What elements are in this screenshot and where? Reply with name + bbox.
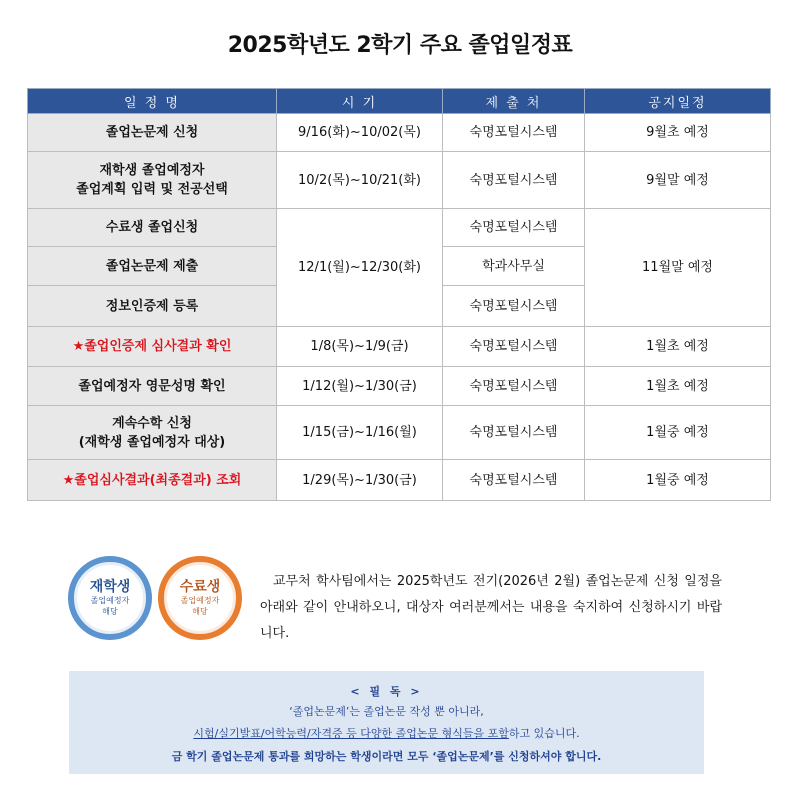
table-row [28, 327, 771, 367]
must-read-line: ‘졸업논문제’는 졸업논문 작성 뿐 아니라, [289, 705, 484, 718]
schedule-notice: 9월말 예정 [585, 152, 771, 209]
schedule-item-highlight: ★졸업심사결과(최종결과) 조회 [28, 460, 277, 501]
table-row [28, 367, 771, 406]
schedule-period: 1/12(월)~1/30(금) [277, 367, 443, 406]
schedule-notice: 1월중 예정 [585, 406, 771, 460]
schedule-item: 수료생 졸업신청 [28, 209, 277, 247]
announcement-text: 교무처 학사팀에서는 2025학년도 전기(2026년 2월) 졸업논문제 신청 일정을 아래와 같이 안내하오니, 대상자 여러분께서는 내용을 숙지하여 신청하시기 바랍니다. [260, 574, 722, 641]
schedule-place: 숙명포털시스템 [443, 114, 585, 152]
schedule-place: 숙명포털시스템 [443, 406, 585, 460]
table-row [28, 460, 771, 501]
header-item: 일 정 명 [28, 89, 277, 114]
table-row [28, 406, 771, 460]
header-notice: 공지일정 [585, 89, 771, 114]
must-read-line [69, 723, 704, 745]
schedule-item-line: 재학생 졸업예정자 [99, 163, 205, 178]
badge-subtitle: 졸업예정자 [90, 596, 130, 605]
schedule-item [28, 406, 277, 460]
schedule-place: 숙명포털시스템 [443, 209, 585, 247]
schedule-notice: 1월초 예정 [585, 327, 771, 367]
table-header-row [28, 89, 771, 114]
must-read-heading: < 필 독 > [350, 685, 423, 698]
must-read-box [69, 671, 704, 774]
badge-subtitle: 해당 [102, 607, 118, 616]
schedule-notice: 1월초 예정 [585, 367, 771, 406]
schedule-item-line: (재학생 졸업예정자 대상) [78, 434, 226, 450]
schedule-item [28, 152, 277, 209]
schedule-place: 학과사무실 [443, 247, 585, 286]
schedule-period: 1/29(목)~1/30(금) [277, 460, 443, 501]
must-read-underlined: 시험/실기발표/어학능력/자격증 등 다양한 졸업논문 형식들을 포함 [193, 727, 509, 740]
badge-subtitle: 졸업예정자 [180, 596, 220, 605]
table-row [28, 152, 771, 209]
schedule-place: 숙명포털시스템 [443, 286, 585, 327]
enrolled-student-badge [68, 556, 152, 640]
badge-title: 재학생 [89, 579, 131, 595]
schedule-item-line: 졸업계획 입력 및 전공선택 [76, 182, 228, 197]
schedule-place: 숙명포털시스템 [443, 327, 585, 367]
schedule-period: 1/15(금)~1/16(월) [277, 406, 443, 460]
schedule-period: 1/8(목)~1/9(금) [277, 327, 443, 367]
schedule-notice: 11월말 예정 [585, 209, 771, 327]
badge-subtitle: 해당 [192, 607, 208, 616]
schedule-item: 졸업논문제 신청 [28, 114, 277, 152]
page-title: 2025학년도 2학기 주요 졸업일정표 [227, 33, 573, 58]
schedule-place: 숙명포털시스템 [443, 152, 585, 209]
schedule-period: 10/2(목)~10/21(화) [277, 152, 443, 209]
schedule-notice: 1월중 예정 [585, 460, 771, 501]
schedule-item-line: 계속수학 신청 [112, 415, 192, 431]
schedule-period: 12/1(월)~12/30(화) [277, 209, 443, 327]
schedule-item: 정보인증제 등록 [28, 286, 277, 327]
badge-title: 수료생 [179, 579, 221, 595]
schedule-place: 숙명포털시스템 [443, 367, 585, 406]
schedule-notice: 9월초 예정 [585, 114, 771, 152]
table-row [28, 114, 771, 152]
table-row [28, 209, 771, 247]
schedule-item-highlight: ★졸업인증제 심사결과 확인 [28, 327, 277, 367]
header-place: 제 출 처 [443, 89, 585, 114]
completed-student-badge [158, 556, 242, 640]
must-read-line: 금 학기 졸업논문제 통과를 희망하는 학생이라면 모두 ‘졸업논문제’를 신청하셔야 합니다. [171, 750, 602, 763]
schedule-item: 졸업예정자 영문성명 확인 [28, 367, 277, 406]
schedule-item: 졸업논문제 제출 [28, 247, 277, 286]
header-period: 시 기 [277, 89, 443, 114]
schedule-place: 숙명포털시스템 [443, 460, 585, 501]
graduation-schedule-table [27, 88, 771, 501]
must-read-line-rest: 하고 있습니다. [508, 727, 580, 740]
schedule-period: 9/16(화)~10/02(목) [277, 114, 443, 152]
